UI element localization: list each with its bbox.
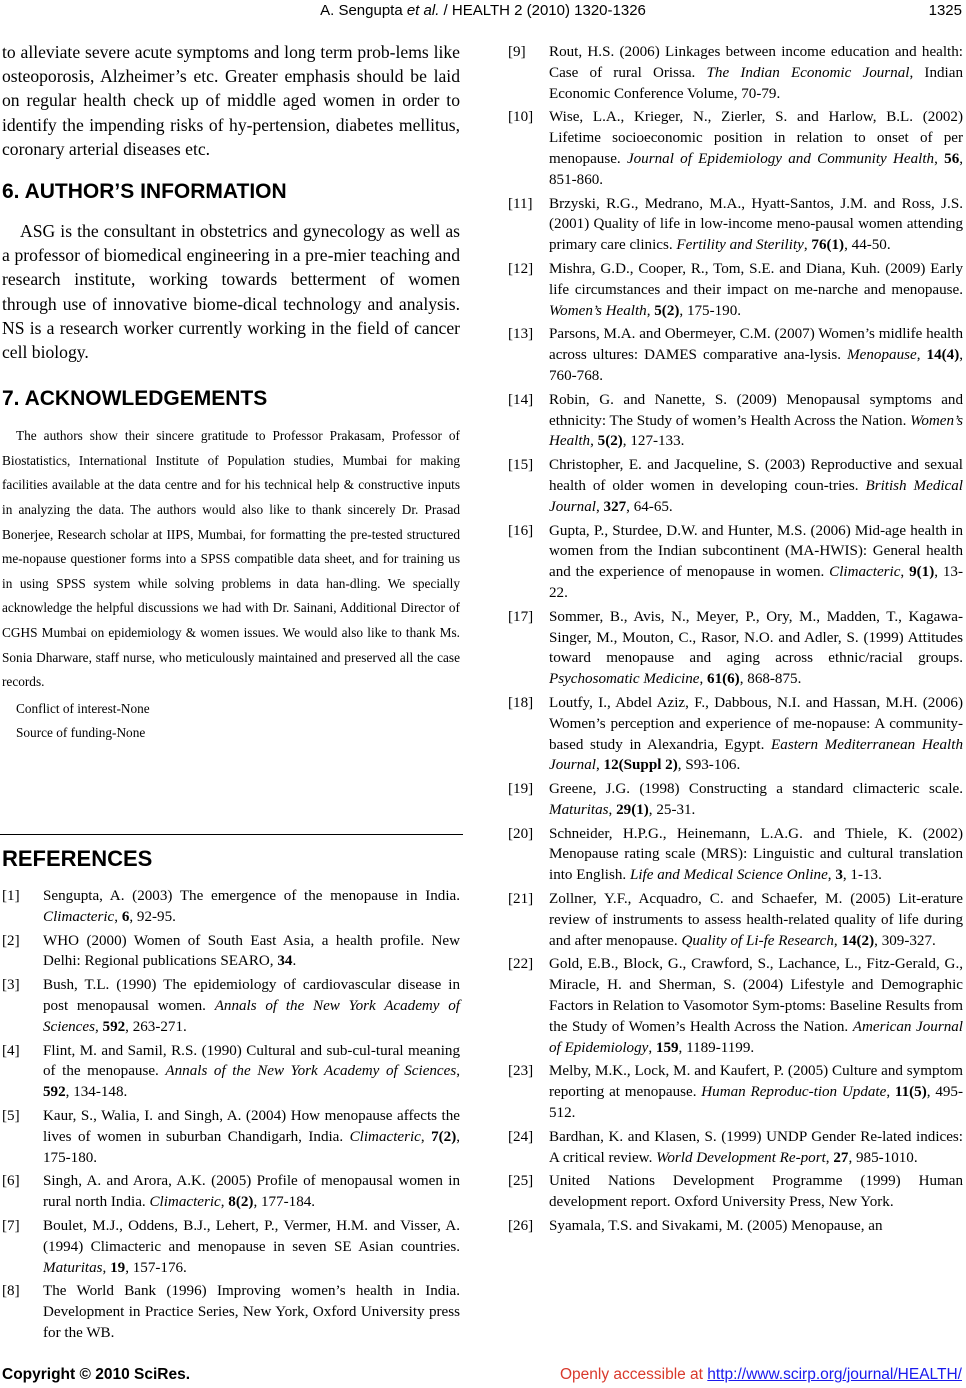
reference-text: Wise, L.A., Krieger, N., Zierler, S. and Harlow, B.L. (2002) Lifetime socioeconomic position in relation to onset of per menopause. (549, 109, 963, 167)
reference-text: Melby, M.K., Lock, M. and Kaufert, P. (2005) Culture and symptom reporting at menopause. (549, 1063, 963, 1101)
reference-number: [18] (508, 694, 534, 711)
open-access-note (560, 1366, 962, 1384)
reference-number: [19] (508, 781, 534, 798)
reference-text: , (934, 150, 945, 167)
reference-text: , 851-860. (549, 150, 964, 188)
reference-journal: British Medical Journal (549, 477, 963, 515)
reference-journal: Women’s Health (549, 302, 647, 319)
reference-number: [4] (2, 1042, 20, 1059)
reference-volume: 8(2) (228, 1194, 254, 1211)
reference-text: , 177-184. (253, 1194, 316, 1211)
reference-journal: Psychosomatic Medicine (549, 671, 700, 688)
reference-number: [25] (508, 1173, 534, 1190)
reference-journal: The Indian Economic Journal (706, 64, 910, 81)
reference-item (508, 107, 963, 190)
intro-paragraph: to alleviate severe acute symptoms and long term prob-lems like osteoporosis, Alzheimer’s etc. Greater emphasis should be laid on regular health check up of middle aged women in order to identify the impending risks of hy-pertension, diabetes mellitus, coronary arterial diseases etc. (2, 42, 460, 159)
reference-item (2, 1281, 460, 1343)
reference-text: , (827, 867, 836, 884)
reference-text: , (825, 1149, 834, 1166)
reference-journal: Climacteric (43, 908, 115, 925)
reference-number: [9] (508, 44, 526, 60)
running-title-etal: et al. (406, 2, 440, 19)
reference-journal: Climacteric (829, 564, 901, 581)
reference-text: , (803, 237, 812, 254)
reference-text: Sengupta, A. (2003) The emergence of the menopause in India. (43, 888, 460, 904)
reference-journal: Annals of the New York Academy of Sciences (43, 997, 460, 1035)
reference-journal: Life and Medical Science Online (629, 867, 828, 884)
conflict-of-interest: Conflict of interest-None (16, 700, 150, 716)
reference-journal: American Journal of Epidemiology (549, 1018, 963, 1056)
reference-volume: 34 (277, 953, 293, 970)
reference-text: , 175-180. (43, 1128, 461, 1166)
reference-text: , (608, 801, 617, 818)
reference-volume: 5(2) (597, 433, 623, 450)
reference-text: , 157-176. (125, 1259, 187, 1276)
reference-text: Mishra, G.D., Cooper, R., Tom, S.E. and Diana, Kuh. (2009) Early life circumstances and their impact on me-narche and menopause. (549, 260, 963, 298)
reference-number: [21] (508, 891, 534, 908)
reference-volume: 6 (121, 908, 130, 925)
reference-text: Brzyski, R.G., Medrano, M.A., Hyatt-Santos, J.M. and Ross, J.S. (2001) Quality of life in low-income meno-pausal women attending primary care clinics. (549, 195, 963, 254)
reference-text: , 13-22. (549, 564, 964, 601)
reference-number: [1] (2, 888, 20, 904)
reference-number: [7] (2, 1217, 20, 1234)
reference-text: , 92-95. (129, 908, 176, 925)
reference-item (2, 975, 460, 1037)
reference-text: , (114, 908, 122, 925)
reference-item (2, 931, 460, 973)
reference-volume: 27 (833, 1149, 849, 1166)
reference-text: , 868-875. (739, 671, 802, 688)
reference-number: [23] (508, 1063, 534, 1080)
reference-number: [24] (508, 1128, 534, 1145)
references-left (2, 846, 460, 1347)
source-of-funding: Source of funding-None (16, 724, 146, 740)
reference-text: , 134-148. (65, 1084, 128, 1101)
reference-item (2, 1106, 460, 1168)
reference-text: , 25-31. (648, 801, 696, 818)
reference-text: Bardhan, K. and Klasen, S. (1999) UNDP Gender Re-lated indices: A critical review. (549, 1128, 963, 1166)
reference-item (508, 693, 963, 776)
journal-link[interactable]: http://www.scirp.org/journal/HEALTH/ (707, 1366, 962, 1383)
references-heading: REFERENCES (2, 846, 153, 871)
reference-text: , (94, 1018, 103, 1035)
reference-journal: Annals of the New York Academy of Sciences (165, 1063, 457, 1080)
reference-volume: 3 (835, 867, 843, 884)
reference-text: Gupta, P., Sturdee, D.W. and Hunter, M.S. (2006) Mid-age health in women from the Indian subcontinent (MA-HWIS): General health and the experience of menopause in women. (549, 522, 963, 581)
reference-number: [8] (2, 1283, 20, 1300)
reference-number: [10] (508, 109, 534, 126)
running-title-authors: A. Sengupta (320, 2, 407, 19)
reference-volume: 12(Suppl 2) (603, 757, 678, 774)
page-footer (0, 1366, 966, 1388)
reference-text: , 985-1010. (848, 1149, 918, 1166)
reference-item (508, 607, 963, 690)
copyright: Copyright © 2010 SciRes. (2, 1366, 191, 1383)
reference-journal: Eastern Mediterranean Health Journal (549, 736, 963, 774)
reference-journal: Climacteric (149, 1194, 221, 1211)
reference-volume: 327 (603, 498, 627, 515)
reference-volume: 592 (43, 1084, 66, 1101)
reference-text: Parsons, M.A. and Obermeyer, C.M. (2007) Women’s midlife health across ultures: DAMES comparative ana-lysis. (549, 326, 963, 364)
reference-number: [2] (2, 932, 20, 949)
reference-text: Zollner, Y.F., Acquadro, C. and Schaefer, M. (2005) Lit-erature review of instruments to assess health-related quality of life during and after menopause. (549, 891, 963, 949)
reference-volume: 14(2) (841, 932, 875, 949)
reference-text: Bush, T.L. (1990) The epidemiology of cardiovascular disease in post menopausal women. (43, 977, 460, 1014)
reference-text: , (220, 1194, 229, 1211)
reference-journal: Maturitas (43, 1259, 103, 1276)
author-information-text: ASG is the consultant in obstetrics and gynecology as well as a professor of biomedical engineering in a pre-mier teaching and research institute, working towards betterment of women through use of innovative biome-dical technology and analysis. NS is a research worker currently working in the field of cancer cell biology. (2, 221, 460, 363)
reference-journal: Fertility and Sterility (676, 237, 804, 254)
reference-text: Flint, M. and Samil, R.S. (1990) Cultural and sub-cul-tural meaning of the menopause. (43, 1042, 460, 1080)
reference-item (508, 1127, 963, 1169)
reference-text: The World Bank (1996) Improving women’s health in India. Development in Practice Series, New York, Oxford University press for the WB. (43, 1283, 460, 1341)
reference-text: Christopher, E. and Jacqueline, S. (2003) Reproductive and sexual health of older women in developing coun-tries. (549, 457, 963, 494)
reference-volume: 61(6) (707, 671, 740, 688)
reference-text: , (595, 757, 604, 774)
section6-heading: 6. AUTHOR’S INFORMATION (2, 180, 287, 204)
reference-text: , (646, 302, 655, 319)
reference-journal: Human Reproduc-tion Update (701, 1084, 887, 1101)
reference-number: [22] (508, 956, 534, 973)
reference-text: Syamala, T.S. and Sivakami, M. (2005) Menopause, an (549, 1218, 883, 1235)
reference-text: , (699, 671, 708, 688)
section-divider (0, 834, 463, 835)
reference-item (508, 455, 963, 517)
reference-text: , (590, 433, 598, 450)
reference-number: [3] (2, 977, 20, 994)
running-title-journal: / HEALTH 2 (2010) 1320-1326 (439, 2, 646, 19)
open-access-text: Openly accessible at (559, 1366, 708, 1383)
reference-volume: 11(5) (894, 1084, 927, 1101)
reference-text: , Indian Economic Conference Volume, 70-79. (549, 64, 963, 102)
reference-volume: 9(1) (909, 564, 935, 581)
reference-number: [6] (2, 1173, 20, 1190)
reference-text: Rout, H.S. (2006) Linkages between income education and health: Case of rural Orissa. (549, 44, 963, 81)
reference-text: Kaur, S., Walia, I. and Singh, A. (2004) How menopause affects the lives of women in suburban Chandigarh, India. (43, 1107, 460, 1145)
reference-text: , 127-133. (622, 433, 685, 450)
reference-item (508, 259, 963, 321)
reference-text: , (886, 1084, 895, 1101)
reference-volume: 76(1) (811, 237, 845, 254)
reference-item (508, 521, 963, 604)
reference-text: , 263-271. (125, 1018, 187, 1035)
reference-text: , (420, 1128, 432, 1145)
reference-number: [12] (508, 260, 534, 277)
reference-text: , 309-327. (874, 932, 936, 949)
reference-text: , 175-190. (679, 302, 742, 319)
reference-number: [16] (508, 522, 534, 539)
reference-volume: 5(2) (654, 302, 680, 319)
reference-item (508, 889, 963, 951)
reference-text: , 760-768. (549, 347, 964, 384)
reference-text: Boulet, M.J., Oddens, B.J., Lehert, P., Vermer, H.M. and Visser, A. (1994) Climacteric and menopause in seven SE Asian countries. (43, 1217, 460, 1255)
reference-text: , 1-13. (842, 867, 882, 884)
reference-text: , (916, 347, 927, 364)
reference-number: [17] (508, 608, 534, 625)
reference-item (2, 886, 460, 928)
acknowledgements-text: The authors show their sincere gratitude to Professor Prakasam, Professor of Biostatistics, International Institute of Population studies, Mumbai for making facilities available at the data centre and for his technical help & constructive inputs in analyzing the data. The authors would also like to thank sincerely Dr. Prasad Bonerjee, Research scholar at IIPS, Mumbai, for formatting the pre-tested structured me-nopause questioner forms into a SPSS compatible data sheet, and for training us in using SPSS system while solving problems in data han-dling. We specially acknowledge the helpful discussions we had with Dr. Sainani, Additional Director of CGHS Mumbai on epidemiology & women issues. We would also like to thank Ms. Sonia Dharware, staff nurse, who meticulously maintained and preserved all the case records. (2, 428, 460, 690)
reference-number: [15] (508, 457, 534, 474)
section7-heading: 7. ACKNOWLEDGEMENTS (2, 387, 268, 411)
reference-item (2, 1041, 460, 1103)
reference-item (508, 324, 963, 386)
reference-item (508, 954, 963, 1058)
reference-text: Sommer, B., Avis, N., Meyer, P., Ory, M., Madden, T., Kagawa-Singer, M., Mouton, C., Rasor, N.O. and Adler, S. (1999) Attitudes toward menopause and aging across ethnic/racial groups. (549, 608, 963, 667)
page-number: 1325 (928, 2, 962, 19)
reference-journal: Women’s Health (549, 412, 963, 450)
reference-number: [26] (508, 1218, 534, 1235)
reference-journal: Climacteric (349, 1128, 421, 1145)
reference-number: [11] (508, 195, 533, 212)
reference-text: Gold, E.B., Block, G., Crawford, S., Lachance, L., Fitz-Gerald, G., Miracle, H. and Sherman, S. (2004) Lifestyle and Demographic Factors in Relation to Vasomotor Sym-ptoms: Baseline Results from the Study of Women’s Health Across the Nation. (549, 956, 963, 1035)
reference-text: Loutfy, I., Abdel Aziz, F., Dabbous, N.I. and Hassan, M.H. (2006) Women’s perception and experience of me-nopause: A community-based study in Alexandria, Egypt. (549, 694, 963, 753)
references-list-right (508, 42, 963, 1237)
reference-item (508, 390, 963, 452)
reference-text: . (292, 953, 297, 970)
reference-text: Singh, A. and Arora, A.K. (2005) Profile of menopausal women in rural north India. (43, 1173, 460, 1211)
reference-text: , (456, 1063, 460, 1080)
reference-journal: Quality of Li-fe Research (681, 932, 834, 949)
reference-text: , (595, 498, 604, 515)
reference-volume: 7(2) (431, 1128, 457, 1145)
reference-item (508, 779, 963, 821)
reference-volume: 19 (110, 1259, 126, 1276)
reference-volume: 56 (944, 150, 960, 167)
reference-item (2, 1216, 460, 1278)
reference-number: [5] (2, 1107, 20, 1124)
reference-text: , (102, 1259, 111, 1276)
reference-journal: Maturitas (549, 801, 609, 818)
reference-volume: 14(4) (926, 347, 960, 364)
reference-journal: World Development Re-port (656, 1149, 826, 1166)
reference-text: , S93-106. (677, 757, 741, 774)
reference-journal: Menopause (847, 347, 917, 364)
reference-text: , 495-512. (549, 1084, 963, 1122)
reference-item (508, 824, 963, 886)
reference-item (508, 1171, 963, 1213)
reference-text: , (648, 1039, 656, 1056)
reference-item (508, 42, 963, 104)
page-header (0, 0, 966, 22)
reference-text: Greene, J.G. (1998) Constructing a standard climacteric scale. (549, 781, 963, 798)
reference-text: , 44-50. (844, 237, 891, 254)
reference-text: Robin, G. and Nanette, S. (2009) Menopausal symptoms and ethnicity: The Study of women’s Health Across the Nation. (549, 391, 963, 429)
reference-journal: Journal of Epidemiology and Community Health (626, 150, 935, 167)
references-right (508, 42, 963, 1240)
reference-volume: 159 (655, 1039, 679, 1056)
reference-item (2, 1171, 460, 1213)
running-title (0, 2, 966, 19)
reference-text: WHO (2000) Women of South East Asia, a health profile. New Delhi: Regional publications SEARO, (43, 932, 460, 970)
reference-text: Schneider, H.P.G., Heinemann, L.A.G. and Thiele, K. (2002) Menopause rating scale (MRS): Linguistic and cultural translation into English. (549, 825, 963, 884)
left-column (2, 40, 460, 745)
reference-volume: 29(1) (616, 801, 649, 818)
reference-text: United Nations Development Programme (1999) Human development report. Oxford University Press, New York. (549, 1173, 963, 1211)
reference-item (508, 1216, 963, 1237)
reference-item (508, 1061, 963, 1123)
reference-text: , 1189-1199. (678, 1039, 755, 1056)
reference-volume: 592 (102, 1018, 126, 1035)
reference-text: , (900, 564, 910, 581)
reference-number: [13] (508, 326, 534, 343)
reference-number: [14] (508, 391, 534, 408)
reference-text: , 64-65. (626, 498, 673, 515)
reference-text: , (833, 932, 842, 949)
reference-number: [20] (508, 825, 534, 842)
references-list-left (2, 886, 460, 1344)
reference-item (508, 194, 963, 256)
